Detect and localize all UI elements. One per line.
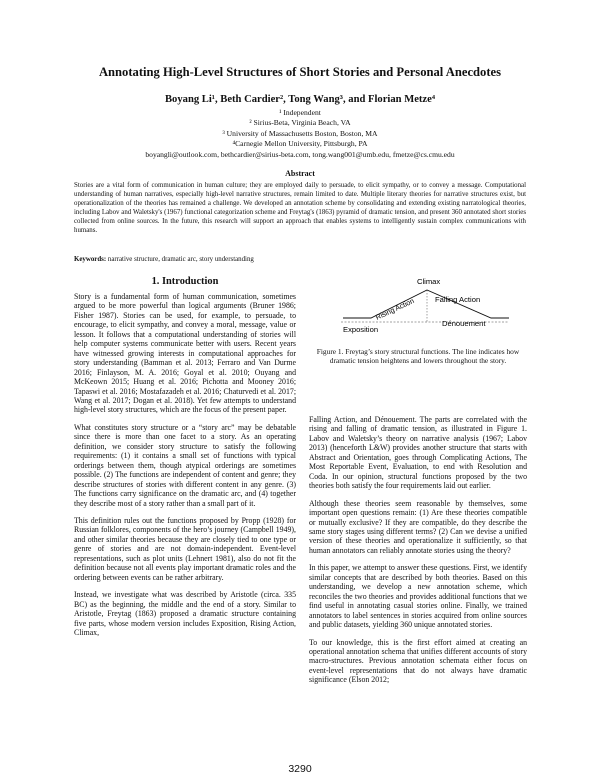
label-denouement: Dénouement [442, 319, 486, 328]
abstract-heading: Abstract [285, 169, 315, 178]
affiliations [60, 108, 540, 160]
affiliation-1: ¹ Independent [279, 108, 321, 117]
freytag-figure [309, 270, 527, 400]
paragraph: What constitutes story structure or a “story arc” may be debatable since there is more than one facet to a story. As an operating definition, we consider story structure to satisfy the following requirements: (1) it contains a small set of functions with typical orderings between them, though atypical orderings are sometimes possible. (2) The functions are independent of content and genre; they describe structures of stories with different content in any genre. (3) The functions carry significance on the dramatic arc, and (4) together they describe most of a story rather than a small part of it. [74, 422, 296, 508]
label-exposition: Exposition [343, 325, 379, 334]
paragraph: Although these theories seem reasonable by themselves, some important open questions remain: (1) Are these theories compatible or mutually exclusive? If they are compatible, do they describe the same story stages using different terms? (2) Can we devise a unified version of these theories and operationalize it sufficiently, so that human annotators can reliably annotate stories using the theory? [309, 498, 527, 555]
left-column [74, 292, 296, 645]
label-falling-action: Falling Action [435, 295, 481, 304]
affiliation-2: ² Sirius-Beta, Virginia Beach, VA [249, 118, 351, 128]
paragraph: Falling Action, and Dénouement. The parts are correlated with the rising and falling of dramatic tension, as illustrated in Figure 1. Labov and Waletsky’s theory on narrative analysis (1967; Labov 2013) (henceforth L&W) provides another structure that starts with Abstract and Orientation, goes through Complicating Actions, The Most Reportable Event, Evaluation, to end with Resolution and Coda. In our opinion, structural functions proposed by the two theories both satisfy the four requirements laid out earlier. [309, 415, 527, 491]
paper-title: Annotating High-Level Structures of Short Stories and Personal Anecdotes [98, 65, 502, 79]
label-climax: Climax [417, 277, 441, 286]
label-rising-action: Rising Action [374, 296, 416, 322]
keywords-list: narrative structure, dramatic arc, story understanding [106, 256, 254, 263]
keywords [74, 256, 526, 263]
dramatic-arc-line [343, 290, 509, 318]
author-emails: boyangli@outlook.com, bethcardier@sirius-beta.com, tong.wang001@umb.edu, fmetze@cs.cmu.edu [145, 149, 455, 159]
author-list: Boyang Li¹, Beth Cardier², Tong Wang³, and Florian Metze⁴ [164, 94, 435, 105]
affiliation-4: ⁴Carnegie Mellon University, Pittsburgh, PA [232, 139, 368, 149]
abstract-text: Stories are a vital form of communication in human culture; they are employed daily to persuade, to elicit sympathy, or to convey a message. Computational understanding of human narratives, especially high-level narrative structures, remain limited to date. Multiple literary theories for narrative structures exist, but operationalization of the theories has remained a challenge. We developed an annotation scheme by consolidating and extending existing narratological theories, including Labov and Waletsky's (1967) functional categorization scheme and Freytag's (1863) pyramid of dramatic tension, and present 360 annotated short stories collected from online sources. In the future, this research will support an approach that enables systems to intelligently sustain complex communications with humans. [74, 182, 526, 235]
section-heading-introduction: 1. Introduction [151, 276, 219, 287]
page-number: 3290 [288, 763, 312, 775]
right-column [309, 415, 527, 693]
paragraph: Story is a fundamental form of human communication, sometimes argued to be more powerful than logical arguments (Bruner 1986; Fisher 1987). Stories can be used, for example, to persuade, to encourage, to elicit sympathy, and convey a moral, message, value or lesson. It follows that a computational understanding of stories will help computer systems communicate better with users. Recent years have witnessed growing interests in computational approaches for story understanding (Bamman et al. 2013; Ferraro and Van Durme 2016; Finlayson, M. A. 2016; Goyal et al. 2010; Ouyang and McKeown 2015; Huang et al. 2016; Pichotta and Mooney 2016; Tapaswi et al. 2016; Mostafazadeh et al. 2016; Chaturvedi et al. 2017; Wang et al. 2017; Dogan et al. 2018). Yet few attempts to understand high-level story structures, which are the focus of the present paper. [74, 292, 296, 415]
paragraph: Instead, we investigate what was described by Aristotle (circa. 335 BC) as the beginning, the middle and the end of a story. Similar to Aristotle, Freytag (1863) proposed a dramatic structure containing five parts, whose modern version includes Exposition, Rising Action, Climax, [74, 590, 296, 637]
paragraph: This definition rules out the functions proposed by Propp (1928) for Russian folklores, components of the hero’s journey (Campbell 1949), and other similar theories because they are closely tied to one type or genre of stories and are not domain-independent. Event-level representations, such as plot units (Lehnert 1981), also do not fit the definition because not all events play important dramatic roles and the ordering between events can be rather arbitrary. [74, 515, 296, 582]
paragraph: In this paper, we attempt to answer these questions. First, we identify similar concepts that are described by both theories. Based on this understanding, we develop a new annotation scheme, which reconciles the two theories and provides additional functions that we find useful in annotating casual stories online. Finally, we trained annotators to label sentences in stories acquired from online sources and public datasets, yielding 360 unique annotated stories. [309, 563, 527, 630]
figure-caption: Figure 1. Freytag’s story structural functions. The line indicates how dramatic tension heightens and lowers throughout the story. [316, 347, 520, 366]
keywords-label: Keywords: [74, 256, 107, 263]
affiliation-3: ³ University of Massachusetts Boston, Boston, MA [222, 128, 378, 138]
paragraph: To our knowledge, this is the first effort aimed at creating an operational annotation schema that unifies different accounts of story macro-structures. Previous annotation schemata either focus on event-level representations that do not always have dramatic significance (Elson 2012; [309, 637, 527, 685]
